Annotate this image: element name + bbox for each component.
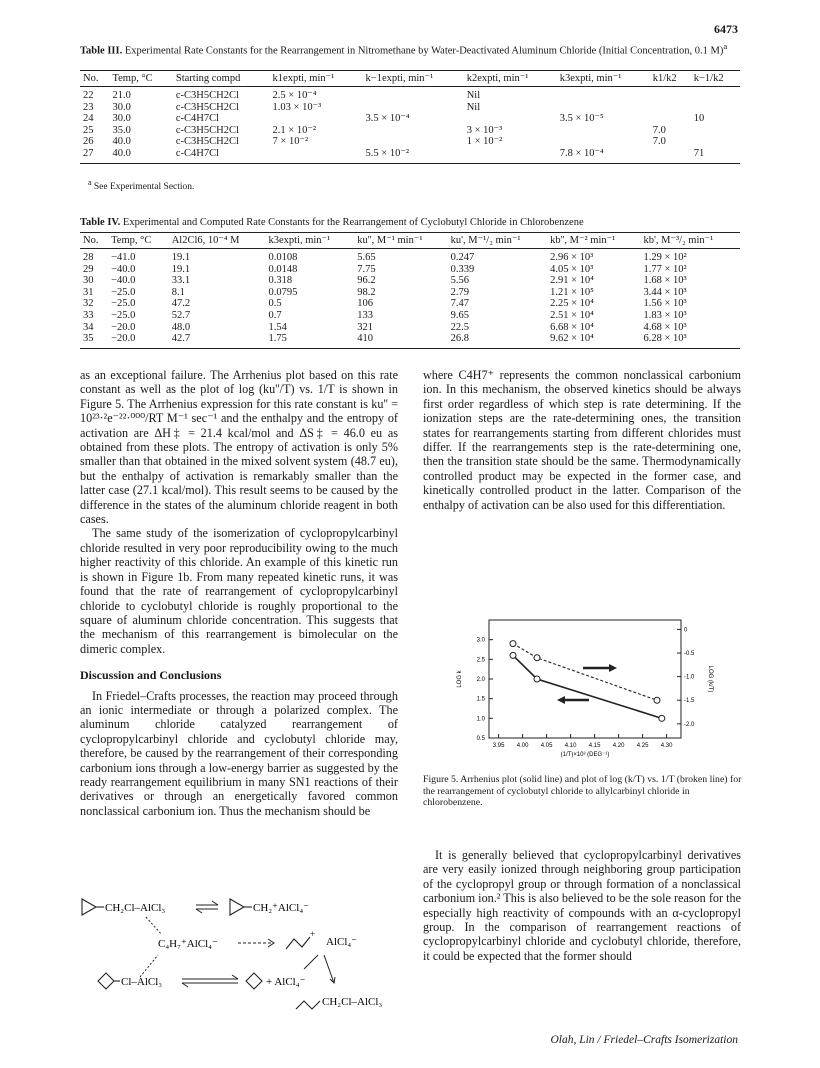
figure5-chart bbox=[433, 606, 733, 766]
table4-cell: 0.247 bbox=[450, 252, 475, 263]
table3-cell: c-C4H7Cl bbox=[175, 113, 220, 125]
table4-cell: 4.05 × 10³ bbox=[550, 263, 594, 275]
table3-cell: c-C3H5CH2Cl bbox=[175, 124, 239, 136]
table-row bbox=[80, 298, 740, 310]
chart-frame bbox=[489, 620, 681, 738]
right-paragraph-2: It is generally believed that cyclopropylcarbinyl derivatives are very easily ionized through neighboring group participation of the cyclopropyl group or through formation of a nonclassical carbonium ion.² This is also believed to be the sole reason for the especially high reactivity of compounds with an α-cyclopropyl group. In the comparison of rearrangement reactions of cyclopropylcarbinyl chloride and cyclobutyl chloride, therefore, it could be expected that the former should bbox=[423, 848, 741, 963]
table3-cell: 3.5 × 10⁻⁴ bbox=[365, 113, 410, 125]
table3-cell: 7 × 10⁻² bbox=[272, 136, 309, 148]
x-tick-label: 4.00 bbox=[516, 743, 529, 749]
table3-cell bbox=[270, 148, 363, 163]
table3-cell: 71 bbox=[691, 148, 740, 163]
table3-cell: 22 bbox=[83, 90, 94, 101]
x-tick-label: 4.20 bbox=[612, 743, 625, 749]
table-row bbox=[80, 287, 740, 299]
data-point bbox=[534, 655, 540, 661]
table4-cell: 96.2 bbox=[357, 275, 376, 287]
table4-cell: 2.25 × 10⁴ bbox=[550, 298, 594, 310]
table4-cell: 7.47 bbox=[450, 298, 469, 310]
table-row bbox=[80, 322, 740, 334]
table3-cell: 30.0 bbox=[112, 113, 131, 125]
table4-cell: 1.83 × 10³ bbox=[643, 309, 687, 321]
table4-cell: 6.68 × 10⁴ bbox=[550, 321, 594, 333]
table3-cell: c-C3H5CH2Cl bbox=[175, 136, 239, 148]
table4-cell: 0.0148 bbox=[268, 263, 298, 275]
table4-cell: 410 bbox=[354, 333, 447, 348]
table4-cell: 6.28 × 10³ bbox=[640, 333, 740, 348]
table3-cell: 7.0 bbox=[652, 124, 666, 136]
table-row bbox=[80, 148, 740, 163]
y-left-tick-label: 0.5 bbox=[476, 736, 485, 742]
allyl-cation-icon bbox=[286, 937, 310, 949]
data-point bbox=[654, 697, 660, 703]
table4-cell: 32 bbox=[83, 298, 94, 310]
y-left-tick-label: 1.0 bbox=[476, 716, 485, 723]
table4-caption bbox=[80, 216, 740, 229]
table4-header: kb'', M⁻² min⁻¹ bbox=[547, 233, 640, 249]
table4-cell: 26.8 bbox=[448, 333, 547, 348]
table3-cell bbox=[691, 125, 740, 137]
table3-cell bbox=[650, 102, 691, 114]
table3-cell: Nil bbox=[466, 101, 481, 113]
cyclobutyl-cation-icon bbox=[246, 973, 262, 989]
table3-cell bbox=[363, 102, 464, 114]
table4-cell: 19.1 bbox=[171, 252, 191, 263]
table3-footnote-text: See Experimental Section. bbox=[93, 182, 195, 193]
table3-cell: Nil bbox=[466, 90, 481, 101]
table4-cell: 33 bbox=[83, 309, 94, 321]
table4-caption-text: Experimental and Computed Rate Constants for the Rearrangement of Cyclobutyl Chloride in Chlorobenzene bbox=[122, 217, 584, 228]
table4-cell: 98.2 bbox=[357, 286, 376, 298]
table4-cell: 133 bbox=[357, 309, 374, 321]
table4-cell: 2.96 × 10³ bbox=[550, 252, 594, 263]
table3-cell: 1.03 × 10⁻³ bbox=[272, 101, 322, 113]
table3-cell: 24 bbox=[83, 113, 94, 125]
table4-cell: 28 bbox=[83, 252, 94, 263]
table4-cell: 0.0795 bbox=[268, 286, 298, 298]
table4-cell: 8.1 bbox=[171, 286, 185, 298]
table4-header: Temp, °C bbox=[108, 233, 169, 249]
figure5-svg bbox=[433, 606, 733, 766]
table3-cell: 7.0 bbox=[652, 136, 666, 148]
data-point bbox=[534, 676, 540, 682]
table3-caption-label: Table III. bbox=[80, 45, 123, 57]
y-left-axis-label: LOG k bbox=[457, 670, 463, 688]
table3-cell bbox=[650, 113, 691, 125]
scheme-reactant-1: CH₂Cl–AlCl₃ bbox=[105, 902, 166, 914]
left-arrowhead-icon bbox=[557, 696, 565, 704]
table4-cell: 35 bbox=[80, 333, 108, 348]
table3-cell: 2.1 × 10⁻² bbox=[272, 124, 317, 136]
table4-cell: 321 bbox=[357, 321, 374, 333]
y-left-tick-label: 2.0 bbox=[476, 677, 485, 683]
table3-cell bbox=[464, 113, 557, 125]
table3-footnote bbox=[88, 178, 194, 192]
y-right-tick-label: -2.0 bbox=[684, 721, 695, 728]
figure5-caption: Figure 5. Arrhenius plot (solid line) and plot of log (k/T) vs. 1/T (broken line) for the rearrangement of cyclobutyl chloride to allylcarbinyl chloride in chlorobenzene. bbox=[423, 774, 742, 808]
x-tick-label: 4.30 bbox=[660, 743, 673, 749]
data-point bbox=[659, 715, 665, 721]
series-line bbox=[513, 644, 657, 701]
table4-cell: 1.21 × 10⁵ bbox=[550, 286, 594, 298]
section-heading: Discussion and Conclusions bbox=[80, 668, 222, 683]
table3-header: k2expti, min⁻¹ bbox=[464, 71, 557, 87]
y-right-tick-label: -1.0 bbox=[684, 674, 695, 681]
data-point bbox=[510, 652, 516, 658]
table3-cell bbox=[557, 102, 650, 114]
table4-cell: 33.1 bbox=[171, 275, 191, 287]
table4-cell: 42.7 bbox=[169, 333, 266, 348]
cyclobutyl-ring-icon bbox=[98, 973, 114, 989]
table3-cell: 1 × 10⁻² bbox=[466, 136, 503, 148]
table3-caption-note: a bbox=[723, 41, 728, 51]
table4-cell: 2.91 × 10⁴ bbox=[550, 275, 594, 287]
table3 bbox=[80, 70, 740, 164]
table4-cell: 22.5 bbox=[450, 321, 469, 333]
table4-cell: 7.75 bbox=[357, 263, 376, 275]
left-paragraph-3: In Friedel–Crafts processes, the reaction may proceed through an ionic intermediate or through a polarized complex. The aluminum chloride catalyzed rearrangement of cyclopropylcarbinyl chloride and cyclobutyl chloride may, therefore, be caused by the rearrangement of their corresponding carbonium ions through a low-energy barrier as suggested by the ready rearrangement equilibrium in many SN1 reactions of their derivatives or through an energetically favored common nonclassical carbonium ion. Thus the mechanism should be bbox=[80, 688, 398, 818]
table3-cell bbox=[650, 87, 691, 102]
table4-cell: 0.7 bbox=[268, 309, 282, 321]
table4-cell: 5.65 bbox=[357, 252, 376, 263]
table3-cell bbox=[363, 125, 464, 137]
table3-header: k−1expti, min⁻¹ bbox=[363, 71, 464, 87]
table3-cell: 21.0 bbox=[112, 90, 131, 101]
table-row bbox=[80, 275, 740, 287]
table4-cell: 1.54 bbox=[268, 321, 287, 333]
table4 bbox=[80, 232, 740, 349]
table4-cell: 106 bbox=[357, 298, 374, 310]
x-tick-label: 3.95 bbox=[492, 743, 505, 749]
table3-header: k3expti, min⁻¹ bbox=[557, 71, 650, 87]
table3-cell bbox=[363, 136, 464, 148]
table-row bbox=[80, 333, 740, 348]
table4-cell: 1.29 × 10² bbox=[643, 252, 687, 263]
table3-cell bbox=[270, 113, 363, 125]
scheme-intermediate-ion: AlCl₄⁻ bbox=[326, 936, 358, 948]
x-tick-label: 4.10 bbox=[564, 743, 577, 749]
allylcarbinyl-icon bbox=[296, 1001, 320, 1009]
table4-header: ku'', M⁻¹ min⁻¹ bbox=[354, 233, 447, 249]
table4-cell: 19.1 bbox=[171, 263, 191, 275]
scheme-product-2: + AlCl₄⁻ bbox=[266, 976, 306, 988]
table4-cell: 1.77 × 10² bbox=[643, 263, 687, 275]
table3-cell bbox=[557, 87, 650, 102]
table3-cell bbox=[363, 87, 464, 102]
table-row bbox=[80, 113, 740, 125]
y-right-tick-label: -1.5 bbox=[684, 698, 695, 705]
table3-cell: 5.5 × 10⁻² bbox=[363, 148, 464, 163]
table4-cell: 3.44 × 10³ bbox=[643, 286, 687, 298]
table4-cell: −20.0 bbox=[111, 321, 136, 333]
y-right-axis-label: LOG (k/T) bbox=[707, 665, 713, 693]
table3-cell: c-C3H5CH2Cl bbox=[175, 101, 239, 113]
table3-header: Starting compd bbox=[173, 71, 270, 87]
y-right-tick-label: 0 bbox=[684, 627, 688, 634]
table4-cell: 0.5 bbox=[268, 298, 282, 310]
table3-header: k1/k2 bbox=[650, 71, 691, 87]
x-tick-label: 4.25 bbox=[636, 743, 649, 749]
mechanism-scheme bbox=[78, 897, 398, 1023]
scheme-reactant-2: Cl–AlCl₃ bbox=[121, 976, 163, 988]
data-point bbox=[510, 641, 516, 647]
table-row bbox=[80, 87, 740, 102]
scheme-svg bbox=[78, 897, 398, 1023]
table4-cell: 1.56 × 10³ bbox=[643, 298, 687, 310]
x-tick-label: 4.15 bbox=[588, 743, 601, 749]
table4-cell: 2.51 × 10⁴ bbox=[550, 309, 594, 321]
table3-cell bbox=[691, 102, 740, 114]
left-paragraph-1: as an exceptional failure. The Arrhenius plot based on this rate constant as well as the plot of log (ku''/T) vs. 1/T is shown in Figure 5. The Arrhenius expression for this rate constant is ku'' = 10²³·²e⁻²²·⁰⁰⁰/RT M⁻¹ sec⁻¹ and the enthalpy and the entropy of activation are ΔH‡ = 21.4 kcal/mol and ΔS‡ = 46.0 eu as obtained from these plots. The entropy of activation is only 5% smaller than that obtained in the mixed solvent system (48.7 eu), but the enthalpy of activation is remarkably smaller than the latter case (27.1 kcal/mol). This result seems to be caused by the difference in the states of the aluminum chloride reagent in both cases. bbox=[80, 368, 398, 527]
scheme-product-1: CH₂⁺AlCl₄⁻ bbox=[253, 902, 309, 914]
table3-cell: 3 × 10⁻³ bbox=[466, 124, 503, 136]
table4-cell: 31 bbox=[83, 286, 94, 298]
table-row bbox=[80, 102, 740, 114]
table4-cell: −25.0 bbox=[111, 286, 136, 298]
left-column bbox=[80, 368, 398, 818]
table4-header: ku', M⁻¹/₂ min⁻¹ bbox=[448, 233, 547, 249]
table-row bbox=[80, 136, 740, 148]
table3-header: No. bbox=[80, 71, 109, 87]
table3-cell bbox=[464, 148, 557, 163]
table3-cell: c-C4H7Cl bbox=[173, 148, 270, 163]
table4-cell: −40.0 bbox=[111, 263, 136, 275]
table4-cell: 0.339 bbox=[450, 263, 475, 275]
table3-cell: 30.0 bbox=[112, 101, 131, 113]
table4-cell: −40.0 bbox=[111, 275, 136, 287]
table4-cell: 48.0 bbox=[171, 321, 191, 333]
x-tick-label: 4.05 bbox=[540, 743, 553, 749]
scheme-product-3: CH₂Cl–AlCl₃ bbox=[322, 996, 383, 1008]
table4-header: No. bbox=[80, 233, 108, 249]
scheme-intermediate: C₄H₇⁺AlCl₄⁻ bbox=[158, 938, 218, 950]
table4-cell: 47.2 bbox=[171, 298, 191, 310]
table3-cell: 23 bbox=[83, 101, 94, 113]
table3-footnote-mark: a bbox=[88, 178, 92, 187]
table3-cell: 26 bbox=[83, 136, 94, 148]
y-left-tick-label: 1.5 bbox=[476, 696, 485, 703]
table3-cell bbox=[650, 148, 691, 163]
table3-header: k−1/k2 bbox=[691, 71, 740, 87]
table-row bbox=[80, 125, 740, 137]
cyclopropyl-ring-2-icon bbox=[230, 899, 244, 915]
table3-cell: 7.8 × 10⁻⁴ bbox=[557, 148, 650, 163]
table3-header: k1expti, min⁻¹ bbox=[270, 71, 363, 87]
table3-cell bbox=[691, 136, 740, 148]
table3-cell: 27 bbox=[80, 148, 109, 163]
table3-cell bbox=[557, 136, 650, 148]
table4-cell: 1.75 bbox=[265, 333, 354, 348]
page-footer: Olah, Lin / Friedel–Crafts Isomerization bbox=[550, 1034, 738, 1046]
table4-cell: −25.0 bbox=[111, 298, 136, 310]
table4-cell: 5.56 bbox=[450, 275, 469, 287]
table3-cell: 10 bbox=[693, 113, 705, 125]
y-right-tick-label: -0.5 bbox=[684, 651, 695, 658]
table3-cell: 25 bbox=[83, 124, 94, 136]
table4-cell: 4.68 × 10³ bbox=[643, 321, 687, 333]
svg-text:+: + bbox=[310, 929, 316, 939]
right-arrowhead-icon bbox=[609, 664, 617, 672]
table3-header: Temp, °C bbox=[109, 71, 172, 87]
table3-cell bbox=[557, 125, 650, 137]
right-column-bottom bbox=[423, 848, 741, 963]
table-row bbox=[80, 249, 740, 264]
table4-cell: −25.0 bbox=[111, 309, 136, 321]
table4-cell: −20.0 bbox=[108, 333, 169, 348]
table4-cell: 0.0108 bbox=[268, 252, 298, 263]
table4-cell: 30 bbox=[83, 275, 94, 287]
table4-header: Al2Cl6, 10⁻⁴ M bbox=[169, 233, 266, 249]
table3-cell: 40.0 bbox=[112, 136, 131, 148]
table4-caption-label: Table IV. bbox=[80, 217, 121, 228]
table4-cell: 34 bbox=[83, 321, 94, 333]
table3-cell: 35.0 bbox=[112, 124, 131, 136]
table-row bbox=[80, 264, 740, 276]
x-axis-label: (1/T)×10³ (DEG⁻¹) bbox=[560, 752, 610, 758]
table4-cell: 1.68 × 10³ bbox=[643, 275, 687, 287]
cyclopropyl-ring-icon bbox=[82, 899, 96, 915]
table3-caption bbox=[80, 40, 740, 58]
table4-cell: 52.7 bbox=[171, 309, 191, 321]
table3-cell: c-C3H5CH2Cl bbox=[175, 90, 239, 101]
right-paragraph-1: where C4H7⁺ represents the common nonclassical carbonium ion. In this mechanism, the observed kinetics should be always first order regardless of which step is rate determining. If the ionization steps are the rate-determining ones, the transition states for rearrangements starting from different chlorides must differ. If the rearrangements step is the rate-determining one, then the transition state should be the same. Thermodynamically controlled product may be expected in the former case, and kinetically controlled product in the latter. Comparison of the enthalpy of activation can be also used for this differentiation. bbox=[423, 368, 741, 512]
right-column-top bbox=[423, 368, 741, 512]
table3-cell bbox=[691, 87, 740, 102]
table3-cell: 40.0 bbox=[109, 148, 172, 163]
table4-cell: 9.62 × 10⁴ bbox=[547, 333, 640, 348]
table4-cell: 0.318 bbox=[268, 275, 293, 287]
table4-cell: 2.79 bbox=[450, 286, 469, 298]
table-row bbox=[80, 310, 740, 322]
table4-header: kb', M⁻³/₂ min⁻¹ bbox=[640, 233, 740, 249]
left-paragraph-2: The same study of the isomerization of cyclopropylcarbinyl chloride resulted in very poor reproducibility owing to the much higher reactivity of this chloride. An example of this kinetic run is shown in Figure 1b. From many repeated kinetic runs, it was found that the rate of rearrangement of cyclopropylcarbinyl chloride to cyclobutyl chloride is roughly proportional to the square of aluminum chloride concentration. This suggests that the mechanism of this rearrangement is bimolecular on the dimeric complex. bbox=[80, 526, 398, 656]
y-left-tick-label: 3.0 bbox=[476, 637, 485, 644]
series-line bbox=[513, 655, 662, 718]
y-left-tick-label: 2.5 bbox=[476, 657, 485, 664]
table4-cell: 9.65 bbox=[450, 309, 469, 321]
table3-caption-text: Experimental Rate Constants for the Rearrangement in Nitromethane by Water-Deactivated Aluminum Chloride (Initial Concentration, 0.1 M) bbox=[124, 45, 724, 57]
page-number: 6473 bbox=[714, 22, 738, 36]
table3-cell: 2.5 × 10⁻⁴ bbox=[272, 90, 317, 101]
table3-cell: 3.5 × 10⁻⁵ bbox=[559, 113, 604, 125]
table4-header: k3expti, min⁻¹ bbox=[265, 233, 354, 249]
table4-cell: 29 bbox=[83, 263, 94, 275]
table4-cell: −41.0 bbox=[111, 252, 136, 263]
